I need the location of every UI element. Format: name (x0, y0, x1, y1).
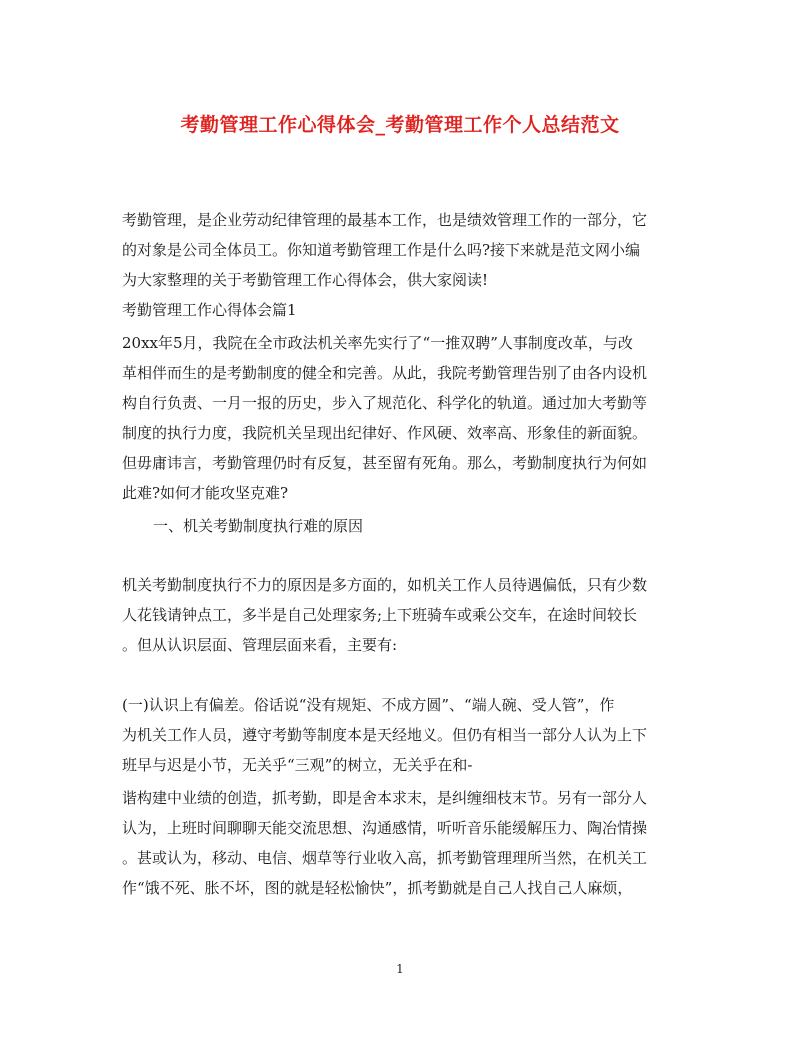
paragraph-line: 制度的执行力度，我院机关呈现出纪律好、作风硬、效率高、形象佳的新面貌。 (122, 424, 648, 442)
paragraph-line: 考勤管理，是企业劳动纪律管理的最基本工作，也是绩效管理工作的一部分，它 (122, 211, 648, 229)
paragraph-line: (一)认识上有偏差。俗话说“没有规矩、不成方圆”、“端人碗、受人管”，作 (122, 696, 615, 714)
section-heading: 考勤管理工作心得体会篇1 (122, 301, 297, 319)
paragraph-line: 人花钱请钟点工，多半是自己处理家务;上下班骑车或乘公交车，在途时间较长 (122, 606, 638, 624)
paragraph-line: 为机关工作人员，遵守考勤等制度本是天经地义。但仍有相当一部分人认为上下 (122, 726, 648, 744)
paragraph-line: 的对象是公司全体员工。你知道考勤管理工作是什么吗?接下来就是范文网小编 (122, 241, 641, 259)
paragraph-line: 。但从认识层面、管理层面来看，主要有: (122, 636, 398, 654)
paragraph-line: 。甚或认为，移动、电信、烟草等行业收入高，抓考勤管理理所当然，在机关工 (122, 849, 648, 867)
section-heading: 一、机关考勤制度执行难的原因 (153, 517, 364, 535)
paragraph-line: 20xx年5月，我院在全市政法机关率先实行了“一推双聘”人事制度改革，与改 (122, 334, 633, 352)
paragraph-line: 谐构建中业绩的创造，抓考勤，即是舍本求末，是纠缠细枝末节。另有一部分人 (122, 789, 648, 807)
paragraph-line: 革相伴而生的是考勤制度的健全和完善。从此，我院考勤管理告别了由各内设机 (122, 364, 648, 382)
paragraph-line: 但毋庸讳言，考勤管理仍时有反复，甚至留有死角。那么，考勤制度执行为何如 (122, 454, 648, 472)
paragraph-line: 作“饿不死、胀不坏，图的就是轻松愉快”，抓考勤就是自己人找自己人麻烦， (122, 879, 633, 897)
paragraph-line: 构自行负责、一月一报的历史，步入了规范化、科学化的轨道。通过加大考勤等 (122, 394, 648, 412)
paragraph-line: 为大家整理的关于考勤管理工作心得体会，供大家阅读! (122, 271, 489, 289)
document-title: 考勤管理工作心得体会_考勤管理工作个人总结范文 (180, 114, 620, 136)
page-number: 1 (396, 962, 404, 976)
paragraph-line: 此难?如何才能攻坚克难? (122, 484, 289, 502)
paragraph-line: 认为，上班时间聊聊天能交流思想、沟通感情，听听音乐能缓解压力、陶冶情操 (122, 819, 648, 837)
paragraph-line: 机关考勤制度执行不力的原因是多方面的，如机关工作人员待遇偏低，只有少数 (122, 576, 648, 594)
paragraph-line: 班早与迟是小节，无关乎“三观”的树立，无关乎在和- (122, 756, 473, 774)
